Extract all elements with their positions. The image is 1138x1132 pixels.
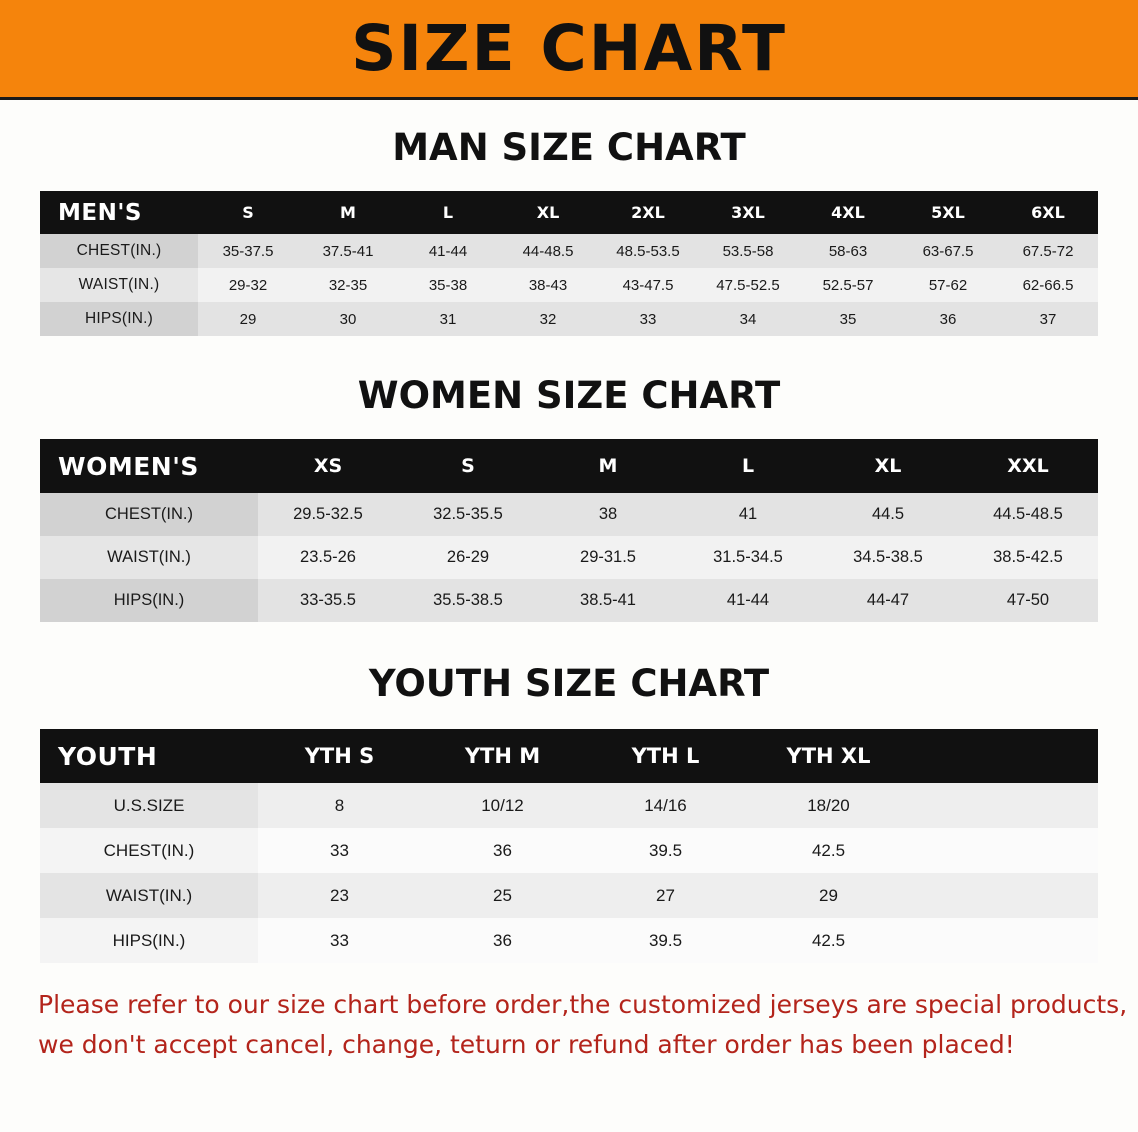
table-row [40, 783, 1098, 828]
youth-col-m: YTH M [421, 729, 584, 783]
men-chest-2xl: 48.5-53.5 [598, 234, 698, 268]
youth-col-spacer [910, 729, 1098, 783]
men-waist-2xl: 43-47.5 [598, 268, 698, 302]
youth-row-header: YOUTH [40, 729, 258, 783]
women-waist-s: 26-29 [398, 536, 538, 579]
women-hips-xxl: 47-50 [958, 579, 1098, 622]
youth-col-l: YTH L [584, 729, 747, 783]
youth-ussize-xl: 18/20 [747, 783, 910, 828]
table-row [40, 302, 1098, 336]
men-hips-xl: 32 [498, 302, 598, 336]
men-col-5xl: 5XL [898, 191, 998, 234]
women-col-s: S [398, 439, 538, 493]
youth-waist-label: WAIST(IN.) [40, 873, 258, 918]
youth-section-heading: YOUTH SIZE CHART [368, 662, 770, 705]
youth-spacer-cell [910, 918, 1098, 963]
youth-waist-xl: 29 [747, 873, 910, 918]
youth-chest-l: 39.5 [584, 828, 747, 873]
women-col-xs: XS [258, 439, 398, 493]
women-waist-xl: 34.5-38.5 [818, 536, 958, 579]
men-chest-m: 37.5-41 [298, 234, 398, 268]
disclaimer-note [38, 985, 1128, 1065]
men-hips-5xl: 36 [898, 302, 998, 336]
women-chest-xl: 44.5 [818, 493, 958, 536]
youth-ussize-m: 10/12 [421, 783, 584, 828]
youth-col-s: YTH S [258, 729, 421, 783]
table-row [40, 493, 1098, 536]
women-chest-xxl: 44.5-48.5 [958, 493, 1098, 536]
table-row [40, 234, 1098, 268]
table-header-row [40, 439, 1098, 493]
men-waist-5xl: 57-62 [898, 268, 998, 302]
women-section-heading: WOMEN SIZE CHART [357, 374, 781, 417]
men-chest-xl: 44-48.5 [498, 234, 598, 268]
women-chest-xs: 29.5-32.5 [258, 493, 398, 536]
man-table-wrapper [0, 191, 1138, 336]
women-col-xxl: XXL [958, 439, 1098, 493]
women-waist-m: 29-31.5 [538, 536, 678, 579]
youth-size-table [40, 729, 1098, 963]
man-size-table [40, 191, 1098, 336]
men-waist-xl: 38-43 [498, 268, 598, 302]
men-hips-label: HIPS(IN.) [40, 302, 198, 336]
women-size-table [40, 439, 1098, 622]
women-hips-xs: 33-35.5 [258, 579, 398, 622]
men-col-3xl: 3XL [698, 191, 798, 234]
women-col-xl: XL [818, 439, 958, 493]
men-chest-label: CHEST(IN.) [40, 234, 198, 268]
men-waist-4xl: 52.5-57 [798, 268, 898, 302]
youth-spacer-cell [910, 828, 1098, 873]
youth-spacer-cell [910, 783, 1098, 828]
women-hips-s: 35.5-38.5 [398, 579, 538, 622]
men-chest-s: 35-37.5 [198, 234, 298, 268]
table-header-row [40, 191, 1098, 234]
youth-hips-label: HIPS(IN.) [40, 918, 258, 963]
youth-hips-l: 39.5 [584, 918, 747, 963]
women-hips-xl: 44-47 [818, 579, 958, 622]
men-col-m: M [298, 191, 398, 234]
women-waist-xxl: 38.5-42.5 [958, 536, 1098, 579]
men-col-2xl: 2XL [598, 191, 698, 234]
women-col-m: M [538, 439, 678, 493]
men-hips-4xl: 35 [798, 302, 898, 336]
men-hips-3xl: 34 [698, 302, 798, 336]
youth-table-wrapper [0, 729, 1138, 963]
youth-waist-l: 27 [584, 873, 747, 918]
youth-chest-s: 33 [258, 828, 421, 873]
disclaimer-line-2: we don't accept cancel, change, teturn or refund after order has been placed! [38, 1030, 1015, 1059]
youth-waist-m: 25 [421, 873, 584, 918]
men-hips-s: 29 [198, 302, 298, 336]
page-title: SIZE CHART [351, 12, 787, 85]
youth-ussize-s: 8 [258, 783, 421, 828]
men-chest-4xl: 58-63 [798, 234, 898, 268]
men-waist-s: 29-32 [198, 268, 298, 302]
youth-ussize-label: U.S.SIZE [40, 783, 258, 828]
youth-chest-m: 36 [421, 828, 584, 873]
women-chest-s: 32.5-35.5 [398, 493, 538, 536]
women-hips-label: HIPS(IN.) [40, 579, 258, 622]
men-chest-6xl: 67.5-72 [998, 234, 1098, 268]
table-row [40, 828, 1098, 873]
men-col-s: S [198, 191, 298, 234]
table-row [40, 536, 1098, 579]
table-row [40, 579, 1098, 622]
women-hips-m: 38.5-41 [538, 579, 678, 622]
women-chest-label: CHEST(IN.) [40, 493, 258, 536]
men-chest-l: 41-44 [398, 234, 498, 268]
youth-waist-s: 23 [258, 873, 421, 918]
men-chest-5xl: 63-67.5 [898, 234, 998, 268]
women-waist-l: 31.5-34.5 [678, 536, 818, 579]
youth-hips-xl: 42.5 [747, 918, 910, 963]
women-row-header: WOMEN'S [40, 439, 258, 493]
youth-ussize-l: 14/16 [584, 783, 747, 828]
youth-chest-xl: 42.5 [747, 828, 910, 873]
size-chart-banner [0, 0, 1138, 100]
men-col-l: L [398, 191, 498, 234]
men-waist-m: 32-35 [298, 268, 398, 302]
youth-col-xl: YTH XL [747, 729, 910, 783]
men-col-6xl: 6XL [998, 191, 1098, 234]
men-hips-l: 31 [398, 302, 498, 336]
men-hips-6xl: 37 [998, 302, 1098, 336]
women-chest-m: 38 [538, 493, 678, 536]
men-col-4xl: 4XL [798, 191, 898, 234]
men-waist-l: 35-38 [398, 268, 498, 302]
youth-chest-label: CHEST(IN.) [40, 828, 258, 873]
men-hips-m: 30 [298, 302, 398, 336]
women-table-wrapper [0, 439, 1138, 622]
table-row [40, 268, 1098, 302]
men-chest-3xl: 53.5-58 [698, 234, 798, 268]
women-chest-l: 41 [678, 493, 818, 536]
man-section-heading: MAN SIZE CHART [392, 126, 746, 169]
youth-hips-m: 36 [421, 918, 584, 963]
men-waist-3xl: 47.5-52.5 [698, 268, 798, 302]
women-waist-label: WAIST(IN.) [40, 536, 258, 579]
youth-hips-s: 33 [258, 918, 421, 963]
men-waist-6xl: 62-66.5 [998, 268, 1098, 302]
men-col-xl: XL [498, 191, 598, 234]
table-header-row [40, 729, 1098, 783]
men-row-header: MEN'S [40, 191, 198, 234]
disclaimer-line-1: Please refer to our size chart before order,the customized jerseys are special products, [38, 990, 1128, 1019]
youth-spacer-cell [910, 873, 1098, 918]
men-hips-2xl: 33 [598, 302, 698, 336]
table-row [40, 918, 1098, 963]
table-row [40, 873, 1098, 918]
men-waist-label: WAIST(IN.) [40, 268, 198, 302]
women-waist-xs: 23.5-26 [258, 536, 398, 579]
women-hips-l: 41-44 [678, 579, 818, 622]
women-col-l: L [678, 439, 818, 493]
